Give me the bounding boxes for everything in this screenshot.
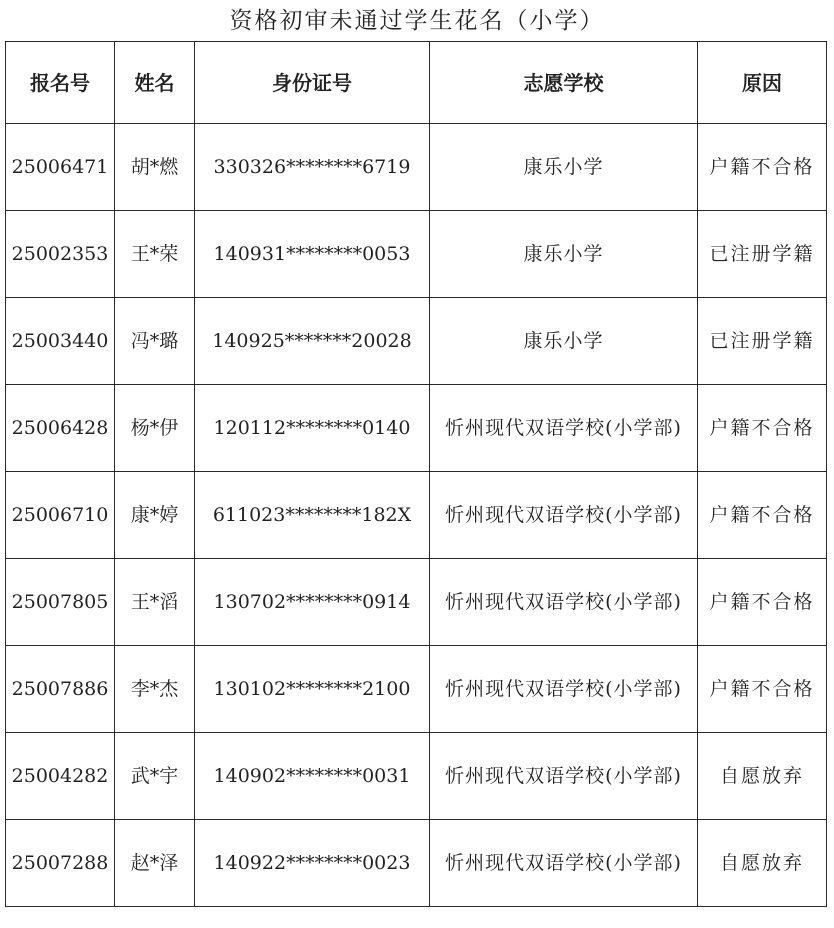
cell-id-number: 611023********182X — [195, 472, 430, 559]
cell-registration-number: 25002353 — [6, 211, 115, 298]
cell-school: 康乐小学 — [430, 124, 698, 211]
table-row — [6, 298, 827, 385]
cell-school: 忻州现代双语学校(小学部) — [430, 472, 698, 559]
header-name: 姓名 — [115, 42, 195, 124]
cell-id-number: 140922********0023 — [195, 820, 430, 907]
cell-reason: 户籍不合格 — [698, 646, 827, 733]
cell-registration-number: 25006428 — [6, 385, 115, 472]
table-row — [6, 385, 827, 472]
cell-reason: 已注册学籍 — [698, 211, 827, 298]
cell-registration-number: 25007805 — [6, 559, 115, 646]
cell-registration-number: 25007288 — [6, 820, 115, 907]
header-reason: 原因 — [698, 42, 827, 124]
cell-school: 忻州现代双语学校(小学部) — [430, 820, 698, 907]
cell-name: 赵*泽 — [115, 820, 195, 907]
cell-id-number: 330326********6719 — [195, 124, 430, 211]
table-row — [6, 124, 827, 211]
cell-registration-number: 25006471 — [6, 124, 115, 211]
failed-students-table — [5, 41, 827, 907]
cell-id-number: 140902********0031 — [195, 733, 430, 820]
cell-registration-number: 25004282 — [6, 733, 115, 820]
header-preferred-school: 志愿学校 — [430, 42, 698, 124]
header-registration-number: 报名号 — [6, 42, 115, 124]
cell-registration-number: 25003440 — [6, 298, 115, 385]
cell-school: 忻州现代双语学校(小学部) — [430, 733, 698, 820]
cell-registration-number: 25006710 — [6, 472, 115, 559]
cell-reason: 自愿放弃 — [698, 733, 827, 820]
cell-id-number: 120112********0140 — [195, 385, 430, 472]
cell-name: 李*杰 — [115, 646, 195, 733]
cell-school: 忻州现代双语学校(小学部) — [430, 646, 698, 733]
cell-school: 康乐小学 — [430, 298, 698, 385]
table-row — [6, 211, 827, 298]
table-row — [6, 472, 827, 559]
cell-reason: 户籍不合格 — [698, 559, 827, 646]
cell-name: 胡*燃 — [115, 124, 195, 211]
cell-name: 杨*伊 — [115, 385, 195, 472]
cell-reason: 户籍不合格 — [698, 124, 827, 211]
cell-reason: 户籍不合格 — [698, 385, 827, 472]
table-row — [6, 733, 827, 820]
table-row — [6, 559, 827, 646]
cell-id-number: 140931********0053 — [195, 211, 430, 298]
cell-id-number: 140925*******20028 — [195, 298, 430, 385]
table-header-row — [6, 42, 827, 124]
table-row — [6, 646, 827, 733]
cell-name: 冯*璐 — [115, 298, 195, 385]
header-id-number: 身份证号 — [195, 42, 430, 124]
cell-registration-number: 25007886 — [6, 646, 115, 733]
cell-reason: 户籍不合格 — [698, 472, 827, 559]
cell-reason: 自愿放弃 — [698, 820, 827, 907]
cell-school: 忻州现代双语学校(小学部) — [430, 559, 698, 646]
cell-school: 忻州现代双语学校(小学部) — [430, 385, 698, 472]
cell-school: 康乐小学 — [430, 211, 698, 298]
page-title: 资格初审未通过学生花名（小学） — [229, 8, 605, 34]
cell-name: 武*宇 — [115, 733, 195, 820]
cell-name: 康*婷 — [115, 472, 195, 559]
cell-name: 王*荣 — [115, 211, 195, 298]
cell-reason: 已注册学籍 — [698, 298, 827, 385]
table-row — [6, 820, 827, 907]
cell-id-number: 130702********0914 — [195, 559, 430, 646]
cell-name: 王*滔 — [115, 559, 195, 646]
cell-id-number: 130102********2100 — [195, 646, 430, 733]
